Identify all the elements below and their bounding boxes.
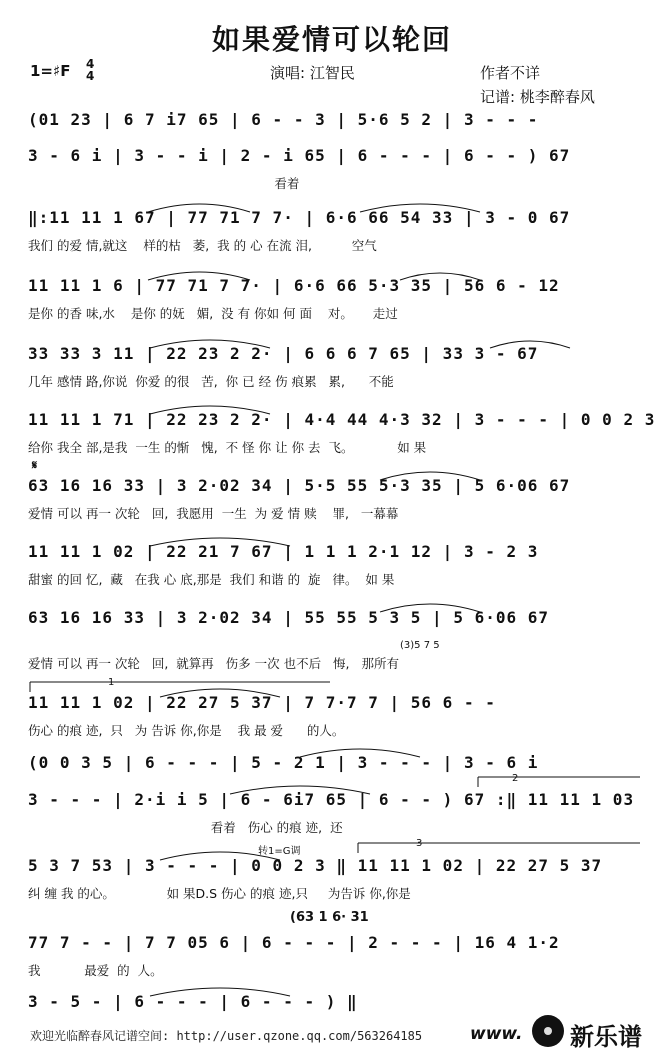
row-lyrics: 几年 感情 路,你说 你爱 的很 苦, 你 已 经 伤 痕累 累, 不能 (28, 374, 394, 389)
song-title: 如果爱情可以轮回 (211, 23, 452, 56)
time-signature-bottom: 4 (86, 69, 95, 83)
time-signature-top: 4 (86, 57, 95, 71)
vinyl-disc-icon (532, 1015, 564, 1047)
row-notes: 11 11 1 02 | 22 27 5 37 | 7 7·7 7 | 56 6 - - (28, 693, 496, 712)
row-lyrics: 我们 的爱 情,就这 样的枯 萎, 我 的 心 在流 泪, 空气 (28, 238, 377, 253)
row-notes: 3 - 6 i | 3 - - i | 2 - i 65 | 6 - - - | 6 - - ) 67 (28, 146, 571, 165)
row-lyrics: 纠 缠 我 的心。 如 果D.S 伤心 的痕 迹,只 为告诉 你,你是 (28, 886, 411, 901)
modulation-annotation: 转1=G调 (258, 846, 301, 857)
key-signature: 1=♯F (30, 62, 71, 80)
triplet-annotation: (3)5 7 5 (400, 640, 440, 651)
row-lyrics: 爱情 可以 再一 次轮 回, 就算再 伤多 一次 也不后 悔, 那所有 (28, 656, 399, 671)
row-lyrics: 伤心 的痕 迹, 只 为 告诉 你,你是 我 最 爱 的人。 (28, 723, 345, 738)
row-notes: 3 - 5 - | 6 - - - | 6 - - - ) ‖ (28, 992, 358, 1011)
singer-credit: 演唱: 江智民 (270, 64, 355, 82)
row-lyrics: 爱情 可以 再一 次轮 回, 我愿用 一生 为 爱 情 赎 罪, 一幕幕 (28, 506, 399, 521)
row-notes: (0 0 3 5 | 6 - - - | 5 - 2 1 | 3 - - - | 3 - 6 i (28, 753, 539, 772)
row-notes: 11 11 1 71 | 22 23 2 2· | 4·4 44 4·3 32 | 3 - - - | 0 0 2 3 (28, 410, 656, 429)
row-lyrics: 是你 的香 味,水 是你 的妩 媚, 没 有 你如 何 面 对。 走过 (28, 306, 398, 321)
row-lyrics: 给你 我全 部,是我 一生 的惭 愧, 不 怪 你 让 你 去 飞。 如 果 (28, 440, 427, 455)
row-notes: 63 16 16 33 | 3 2·02 34 | 55 55 5 3 5 | 5 6·06 67 (28, 608, 550, 627)
row-notes: ‖:11 11 1 67 | 77 71 7 7· | 6·6 66 54 33 | 3 - 0 67 (28, 208, 571, 227)
footer-credit: 欢迎光临醉春风记谱空间: http://user.qzone.qq.com/563264185 (30, 1029, 423, 1043)
volta-3-label: 3 (416, 838, 423, 849)
volta-2-label: 2 (512, 773, 519, 784)
row-lyrics: 甜蜜 的回 忆, 藏 在我 心 底,那是 我们 和谐 的 旋 律。 如 果 (28, 572, 395, 587)
volta-1-label: 1 (108, 677, 115, 688)
row-lyrics: 看着 (28, 176, 300, 191)
row-notes: 11 11 1 6 | 77 71 7 7· | 6·6 66 5·3 35 | 56 6 - 12 (28, 276, 560, 295)
row-notes: 5 3 7 53 | 3 - - - | 0 0 2 3 ‖ 11 11 1 02 | 22 27 5 37 (28, 856, 603, 875)
row-notes: 63 16 16 33 | 3 2·02 34 | 5·5 55 5·3 35 | 5 6·06 67 (28, 476, 571, 495)
recorder-credit: 记谱: 桃李醉春风 (480, 88, 595, 106)
row-lyrics: 看着 伤心 的痕 迹, 还 (28, 820, 343, 835)
segno-sign: 𝄋 (32, 458, 38, 472)
row-notes: 77 7 - - | 7 7 05 6 | 6 - - - | 2 - - - | 16 4 1·2 (28, 933, 560, 952)
ending-intro-notes: (63 1 6· 31 (290, 910, 369, 925)
row-notes: 33 33 3 11 | 22 23 2 2· | 6 6 6 7 65 | 33 3 - 67 (28, 344, 539, 363)
composer-credit: 作者不详 (480, 64, 541, 82)
row-lyrics: 我 最爱 的 人。 (28, 963, 163, 978)
logo-brand-text: 新乐谱 (570, 1023, 642, 1051)
logo-www-text: www. (470, 1024, 523, 1044)
row-notes: 11 11 1 02 | 22 21 7 67 | 1 1 1 2·1 12 | 3 - 2 3 (28, 542, 539, 561)
time-signature (86, 58, 94, 82)
row-notes: 3 - - - | 2·i i 5 | 6 - 6i7 65 | 6 - - ) 67 :‖ 11 11 1 03 (28, 790, 635, 809)
row-notes: (01 23 | 6 7 i7 65 | 6 - - 3 | 5·6 5 2 | 3 - - - (28, 110, 539, 129)
site-logo (470, 1014, 660, 1050)
